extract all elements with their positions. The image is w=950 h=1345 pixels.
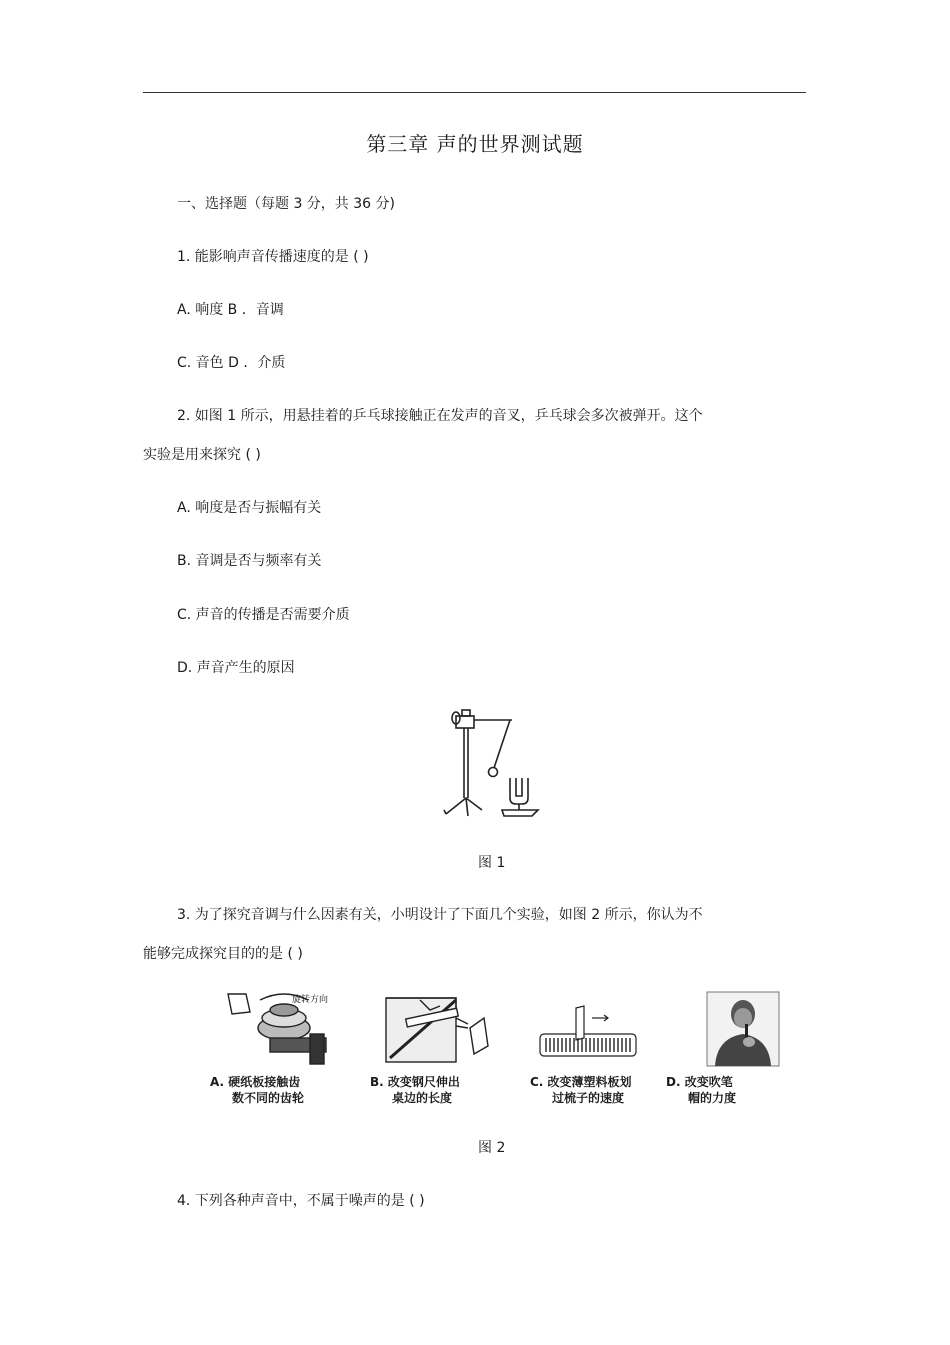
comb-plastic-illustration [530,988,660,1070]
caption-d-line2: 帽的力度 [688,1091,737,1105]
header-rule [143,92,806,93]
question-3-stem-line1: 3. 为了探究音调与什么因素有关，小明设计了下面几个实验，如图 2 所示，你认为不 [177,907,703,923]
section-heading: 一、选择题（每题 3 分，共 36 分) [177,196,395,212]
page-title: 第三章 声的世界测试题 [366,132,584,156]
caption-d-line1: D. 改变吹笔 [666,1075,733,1089]
question-1-options-cd: C. 音色 D ．介质 [177,355,286,371]
caption-c-line2: 过梳子的速度 [552,1091,625,1105]
caption-a-line2: 数不同的齿轮 [232,1091,305,1105]
figure-1-pendulum-tuning-fork [438,706,548,821]
question-2-option-a: A. 响度是否与振幅有关 [177,500,322,516]
figure-2-item-b [370,988,500,1105]
question-2-option-c: C. 声音的传播是否需要介质 [177,607,350,623]
caption-b-line2: 桌边的长度 [392,1091,453,1105]
question-1-stem: 1. 能影响声音传播速度的是 ( ) [177,249,369,265]
question-2-option-d: D. 声音产生的原因 [177,660,295,676]
figure-1-caption: 图 1 [478,855,506,871]
question-2-stem-line1: 2. 如图 1 所示，用悬挂着的乒乓球接触正在发声的音叉，乒乓球会多次被弹开。这个 [177,408,703,424]
figure-2-item-d [666,988,810,1105]
figure-2-item-c [530,988,660,1105]
question-2-option-b: B. 音调是否与频率有关 [177,553,322,569]
figure-2-experiments [210,988,780,1113]
caption-a-line1: A. 硬纸板接触齿 [210,1075,301,1089]
question-1-options-ab: A. 响度 B ．音调 [177,302,284,318]
question-3-stem-line2: 能够完成探究目的的是 ( ) [143,946,303,962]
rotation-direction-label: 旋转方向 [292,995,329,1005]
figure-2-item-a [210,988,340,1105]
question-4-stem: 4. 下列各种声音中，不属于噪声的是 ( ) [177,1193,425,1209]
caption-c-line1: C. 改变薄塑料板划 [530,1075,632,1089]
caption-b-line1: B. 改变钢尺伸出 [370,1075,460,1089]
boy-blowing-pen-cap-photo [695,988,795,1070]
ruler-table-illustration [370,988,500,1070]
gear-card-illustration [210,988,340,1070]
question-2-stem-line2: 实验是用来探究 ( ) [143,447,261,463]
figure-2-caption: 图 2 [478,1140,506,1156]
